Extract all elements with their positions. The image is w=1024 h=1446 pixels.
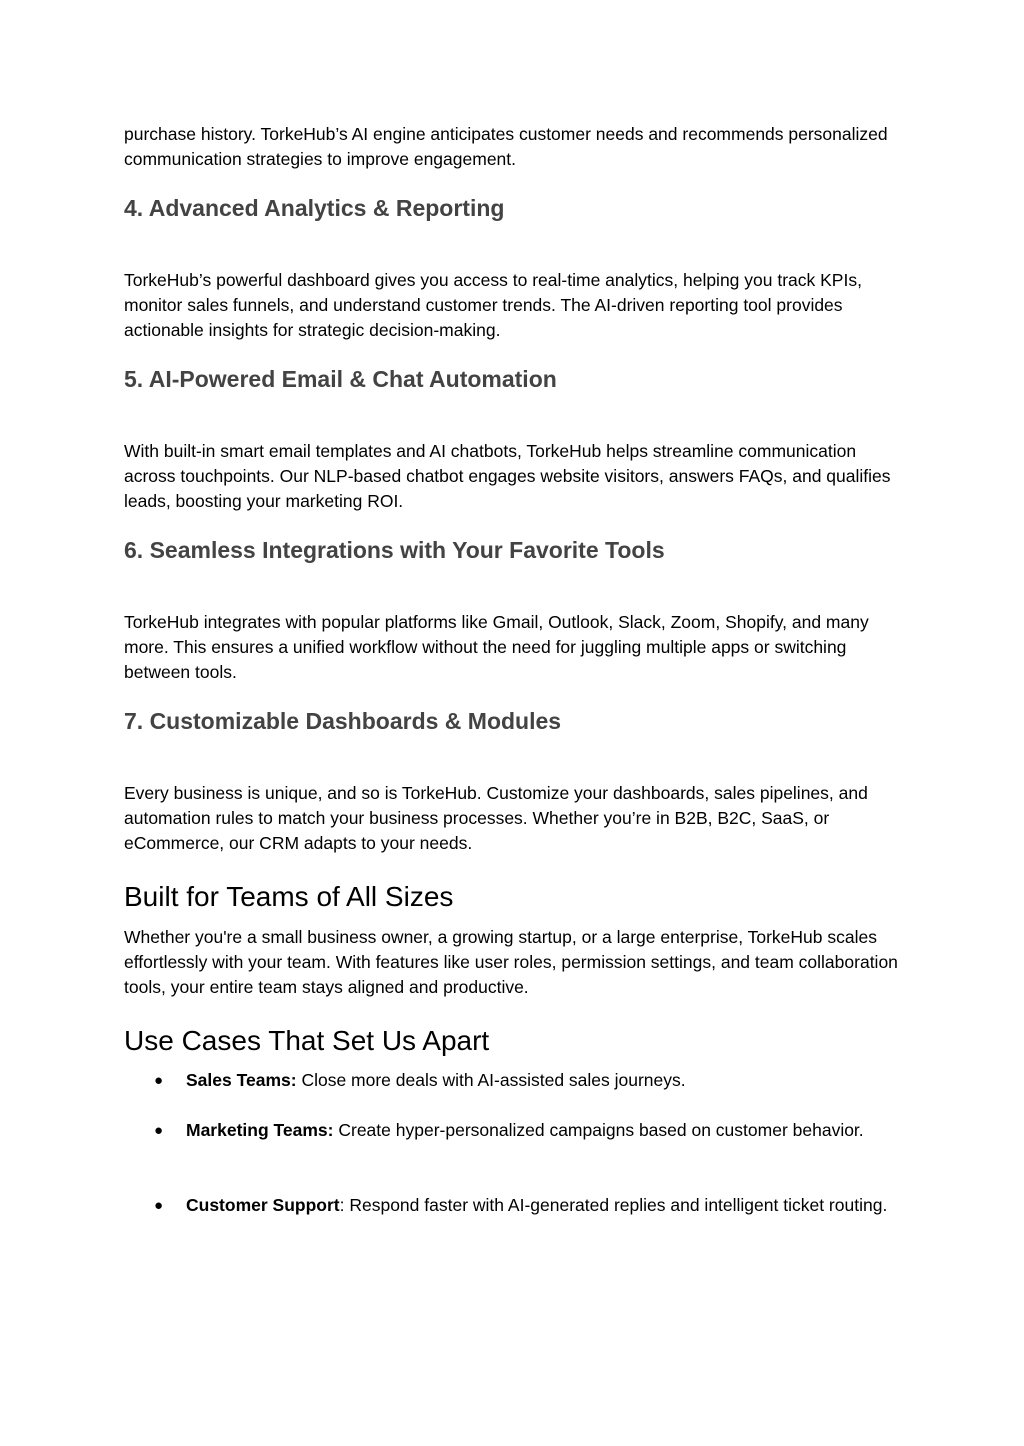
list-item: [124, 1068, 900, 1093]
bullet-icon: ●: [154, 1197, 164, 1214]
feature-5-heading: 5. AI-Powered Email & Chat Automation: [124, 366, 557, 392]
feature-6-heading: 6. Seamless Integrations with Your Favorite Tools: [124, 537, 665, 563]
list-item-label: Marketing Teams:: [186, 1120, 334, 1140]
feature-5-body: With built-in smart email templates and AI chatbots, TorkeHub helps streamline communication across touchpoints. Our NLP-based chatbot engages website visitors, answers FAQs, and qualifies leads, boosting your marketing ROI.: [124, 441, 891, 511]
list-item: [124, 1118, 900, 1143]
list-item-text: : Respond faster with AI-generated replies and intelligent ticket routing.: [339, 1195, 888, 1215]
teams-section-body: Whether you're a small business owner, a growing startup, or a large enterprise, TorkeHub scales effortlessly with your team. With features like user roles, permission settings, and team collaboration tools, your entire team stays aligned and productive.: [124, 927, 898, 997]
intro-paragraph: purchase history. TorkeHub’s AI engine anticipates customer needs and recommends personalized communication strategies to improve engagement.: [124, 124, 888, 169]
feature-7-body: Every business is unique, and so is TorkeHub. Customize your dashboards, sales pipelines, and automation rules to match your business processes. Whether you’re in B2B, B2C, SaaS, or eCommerce, our CRM adapts to your needs.: [124, 783, 868, 853]
feature-7-heading: 7. Customizable Dashboards & Modules: [124, 708, 562, 734]
bullet-icon: ●: [154, 1072, 164, 1089]
use-cases-heading: Use Cases That Set Us Apart: [124, 1025, 490, 1056]
bullet-icon: ●: [154, 1122, 164, 1139]
feature-4-body: TorkeHub’s powerful dashboard gives you access to real-time analytics, helping you track KPIs, monitor sales funnels, and understand customer trends. The AI-driven reporting tool provides actionable insights for strategic decision-making.: [124, 270, 862, 340]
feature-4-heading: 4. Advanced Analytics & Reporting: [124, 195, 505, 221]
list-item-label: Customer Support: [186, 1195, 340, 1215]
teams-section-heading: Built for Teams of All Sizes: [124, 881, 454, 912]
feature-6-body: TorkeHub integrates with popular platforms like Gmail, Outlook, Slack, Zoom, Shopify, and many more. This ensures a unified workflow without the need for juggling multiple apps or switching between tools.: [124, 612, 869, 682]
list-item: [124, 1193, 900, 1218]
list-item-label: Sales Teams:: [186, 1070, 297, 1090]
list-item-text: Close more deals with AI-assisted sales journeys.: [296, 1070, 686, 1090]
list-item-text: Create hyper-personalized campaigns based on customer behavior.: [333, 1120, 864, 1140]
